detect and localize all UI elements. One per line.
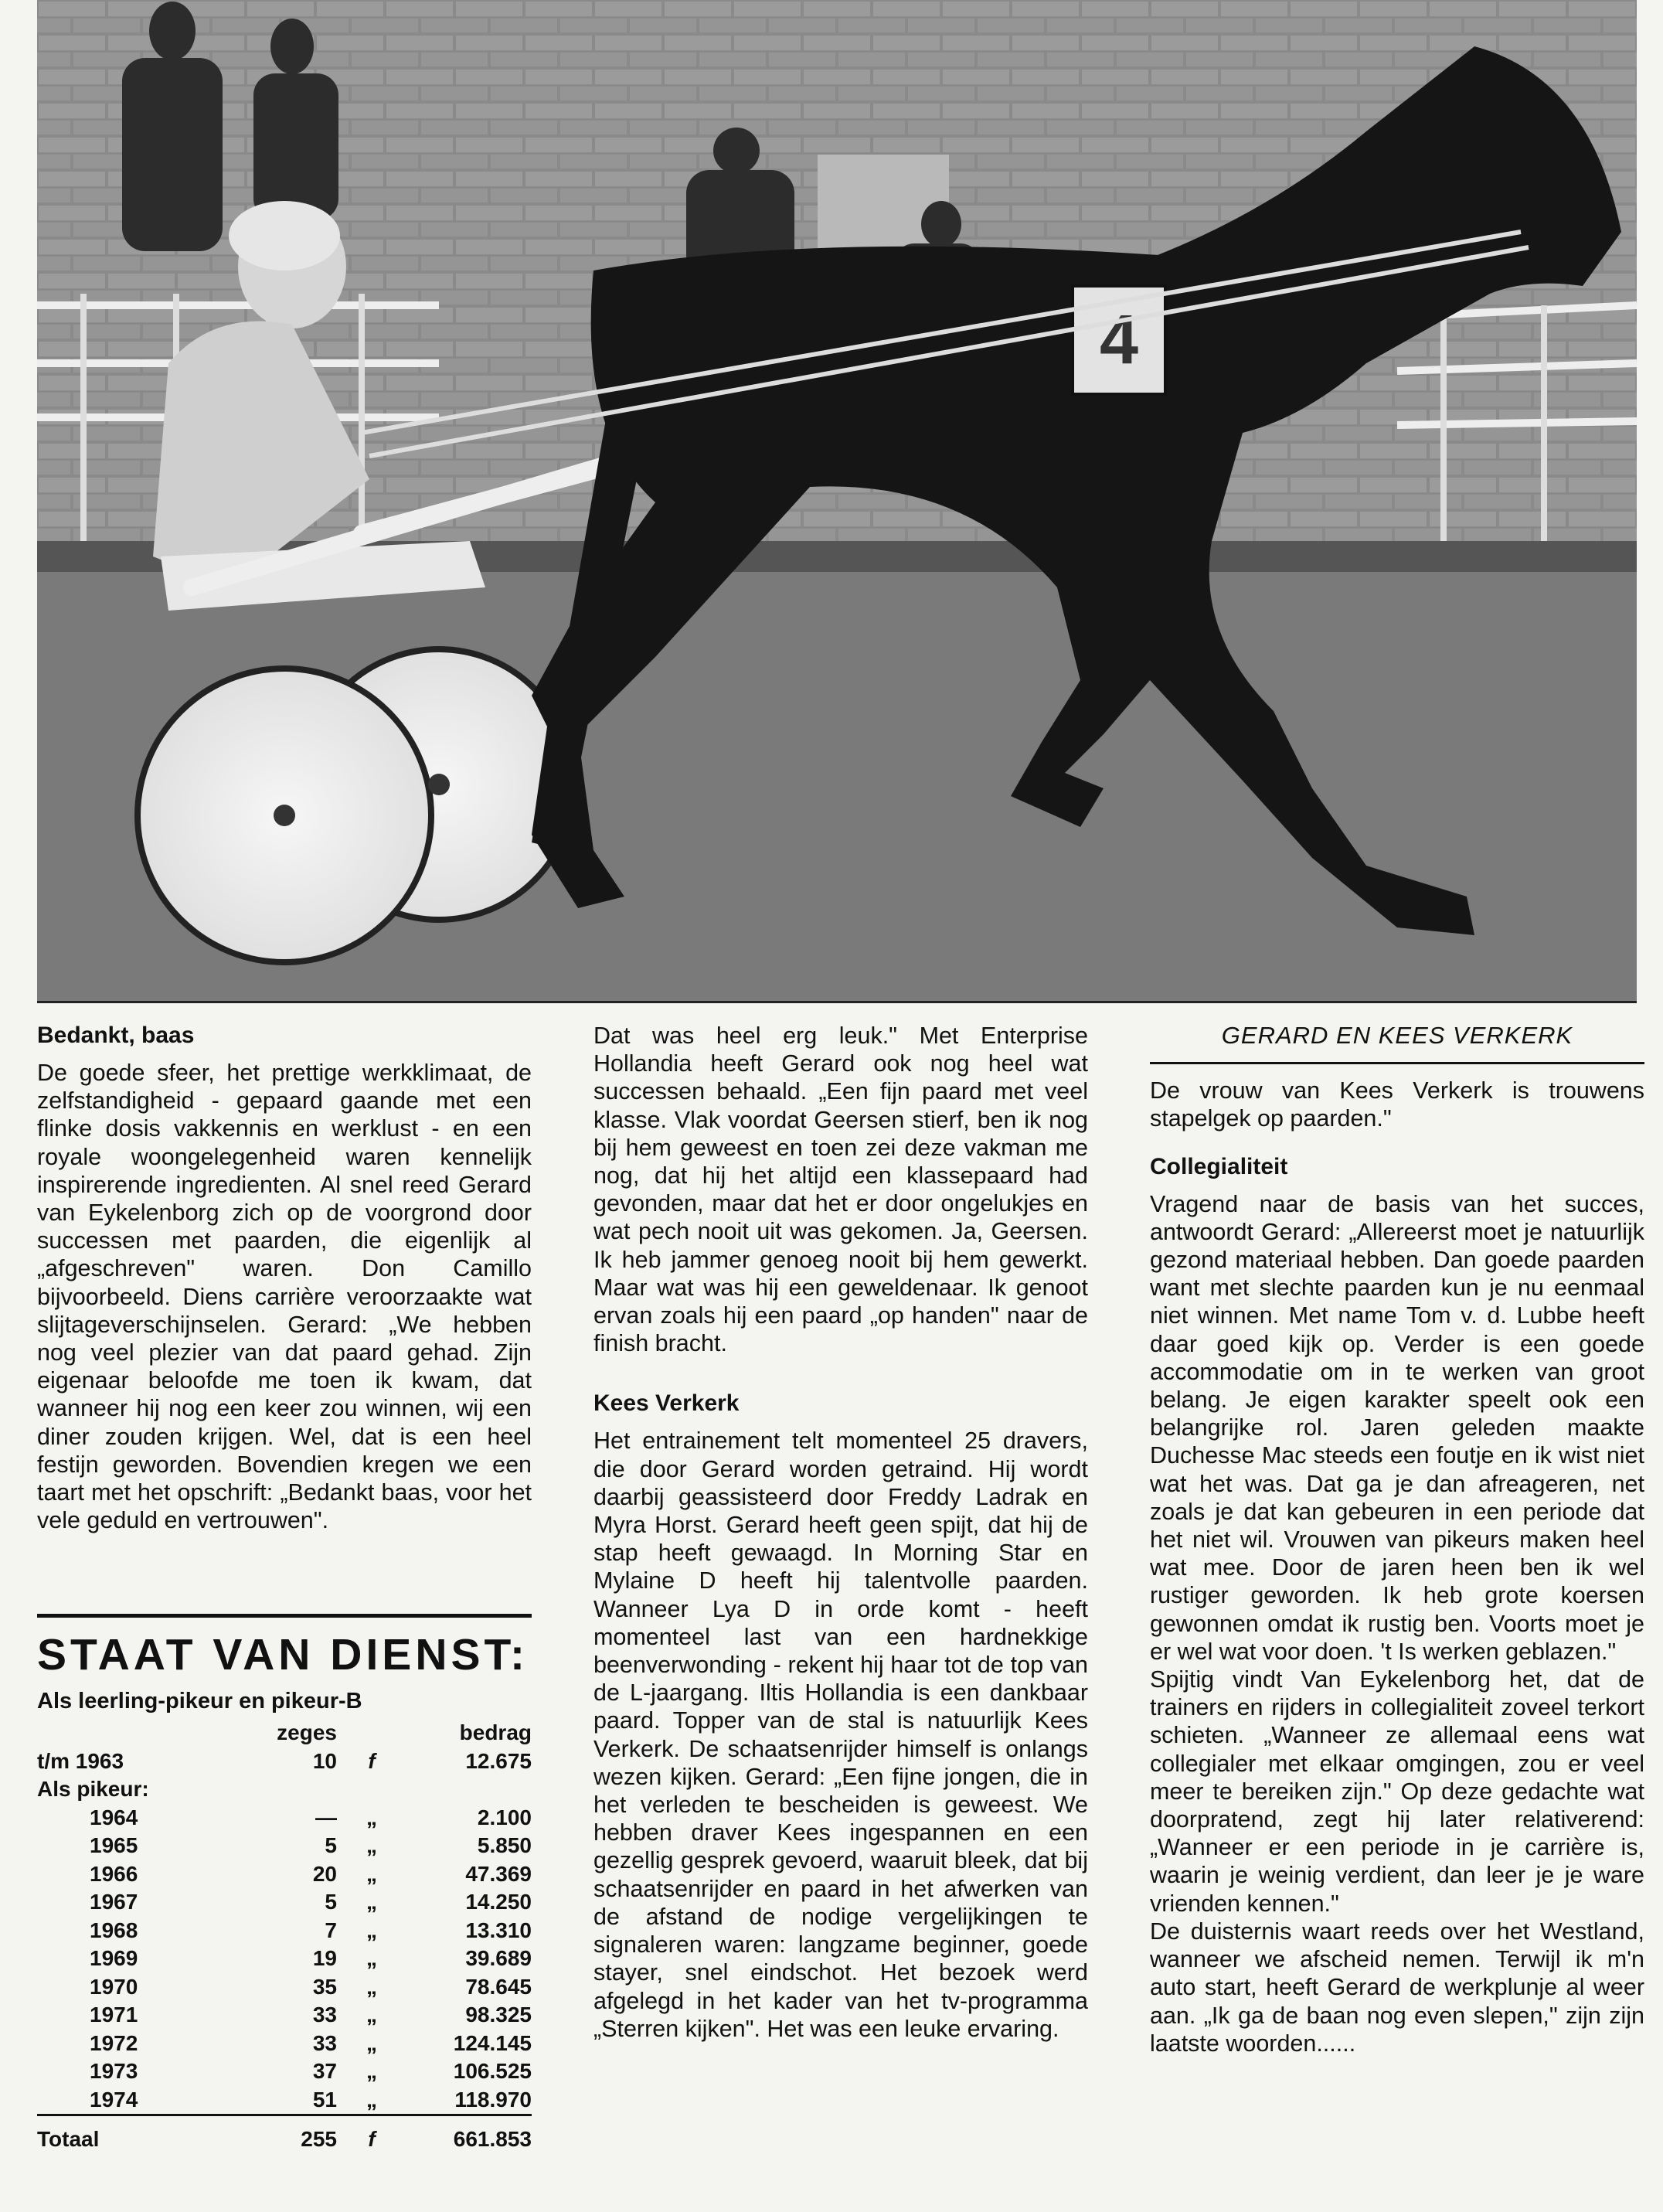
column-2 (593, 1022, 1088, 2043)
column-3 (1150, 1022, 1644, 2057)
paragraph-duisternis: De duisternis waart reeds over het Westland, wanneer we afscheid nemen. Terwijl ik m'n auto start, heeft Gerard de werkplunje al weer aan. „Ik ga de baan nog even slepen," zijn zijn laatste woorden...... (1150, 1918, 1644, 2057)
row-ditto-mark: „ (366, 1974, 377, 1999)
row-ditto-mark: „ (366, 2059, 377, 2084)
photo-harness-racing (37, 0, 1637, 1003)
heading-collegialiteit: Collegialiteit (1150, 1153, 1288, 1179)
row-zeges: 19 (312, 1946, 337, 1971)
row-year: 1967 (90, 1890, 138, 1914)
row-bedrag: 39.689 (465, 1946, 532, 1971)
row-bedrag: 2.100 (477, 1805, 532, 1829)
row-ditto-mark: „ (366, 1861, 377, 1886)
row-year: 1966 (90, 1861, 138, 1886)
row-bedrag: 12.675 (465, 1748, 532, 1773)
photo-illustration (37, 0, 1637, 1001)
staat-header-row (37, 1719, 532, 1747)
row-zeges: 7 (325, 1918, 337, 1942)
row-zeges: 5 (325, 1833, 337, 1858)
row-bedrag: 124.145 (453, 2030, 532, 2055)
row-bedrag: 118.970 (454, 2087, 532, 2112)
row-zeges: — (315, 1805, 337, 1829)
staat-row-tm-1963 (37, 1747, 532, 1776)
row-zeges: 10 (312, 1748, 337, 1773)
row-zeges: 33 (312, 2003, 337, 2027)
row-ditto-mark: „ (366, 1833, 377, 1858)
staat-row (37, 2057, 532, 2086)
row-bedrag: 5.850 (477, 1833, 532, 1858)
row-ditto-mark: „ (366, 1946, 377, 1971)
row-bedrag: 78.645 (465, 1974, 532, 1999)
row-zeges: 20 (312, 1861, 337, 1886)
row-year: 1968 (90, 1918, 138, 1942)
row-ditto-mark: „ (366, 2030, 377, 2055)
row-zeges: 37 (312, 2059, 337, 2084)
row-year: 1970 (90, 1974, 138, 1999)
staat-subtitle-pikeur-row (37, 1775, 532, 1804)
staat-table (37, 1719, 532, 2155)
column-1 (37, 1022, 532, 1534)
row-bedrag: 13.310 (465, 1918, 532, 1942)
paragraph-kees-verkerk: Het entrainement telt momenteel 25 dravers, die door Gerard worden getraind. Hij wordt daarbij geassisteerd door Freddy Ladrak en Myra Horst. Gerard heeft geen spijt, dat hij de stap heeft gewaagd. In Morning Star en Mylaine D heeft hij talentvolle paarden. Wanneer Lya D in orde komt - heeft momenteel last van een hardnekkige beenverwonding - rekent hij haar tot de top van de L-jaargang. Iltis Hollandia is een dankbaar paard. Topper van de stal is natuurlijk Kees Verkerk. De schaatsenrijder himself is onlangs wezen kijken. Gerard: „Een fijne jongen, die in het verleden te bescheiden is geweest. We hebben draver Kees ingespannen en een gezellig gesprek gevoerd, waaruit bleek, dat bij schaatsenrijder en paard in het afwerken van de afstand de nodige vergelijkingen te signaleren waren: langzame beginner, goede stayer, snel eindschot. Het bezoek werd afgelegd in het kader van het tv-programma „Sterren kijken". Het was een leuke ervaring. (593, 1428, 1088, 2042)
row-ditto-mark: „ (366, 1918, 377, 1942)
row-year: 1971 (90, 2003, 138, 2027)
total-zeges: 255 (221, 2115, 337, 2156)
header-zeges: zeges (277, 1720, 337, 1745)
row-ditto-mark: „ (366, 1890, 377, 1914)
paragraph-enterprise-hollandia: Dat was heel erg leuk." Met Enterprise Hollandia heeft Gerard ook nog heel wat successen behaald. „Een fijn paard met veel klasse. Vlak voordat Geersen stierf, ben ik nog bij hem geweest en toen zei deze vakman me nog, dat hij het altijd een klassepaard had gevonden, maar dat het er door ongelukjes en wat pech nooit uit was gekomen. Ja, Geersen. Ik heb jammer genoeg nooit bij hem gewerkt. Maar wat was hij een geweldenaar. Ik genoot ervan zoals hij een paard „op handen" naar de finish bracht. (593, 1023, 1088, 1357)
paragraph-basis-succes: Vragend naar de basis van het succes, antwoordt Gerard: „Allereerst moet je natuurlijk gezond materiaal hebben. Dan goede paarden want met slechte paarden kun je nu eenmaal niet winnen. Met name Tom v. d. Lubbe heeft daar goed kijk op. Verder is een goede accommodatie om in te werken van groot belang. Je eigen karakter speelt ook een belangrijke rol. Jaren geleden maakte Duchesse Mac steeds een foutje en ik wist niet wat het was. Dat ga je dan afreageren, net zoals je dat kan gebeuren in een periode dat het niet wil. Vrouwen van pikeurs maken heel wat mee. Door de jaren heen ben ik wel rustiger geworden. Ik heb grote koersen gewonnen omdat ik rustig ben. Voorts moet je er wel wat voor doen. 't Is werken geblazen." (1150, 1190, 1644, 1665)
row-zeges: 5 (325, 1890, 337, 1914)
row-year: 1972 (90, 2030, 138, 2055)
total-bedrag: 661.853 (406, 2115, 532, 2156)
row-zeges: 51 (312, 2087, 337, 2112)
heading-kees-verkerk: Kees Verkerk (593, 1390, 740, 1417)
paragraph-bedankt-baas: De goede sfeer, het prettige werkklimaat, de zelfstandigheid - gepaard gaande met een flinke dosis vakkennis en werklust - en een royale woongelegenheid waren kennelijk inspirerende ingredienten. Al snel reed Gerard van Eykelenborg zich op de voorgrond door successen met paarden, die eigenlijk al „afgeschreven" waren. Don Camillo bijvoorbeeld. Diens carrière veroorzaakte wat slijtageverschijnselen. Gerard: „We hebben nog veel plezier van dat paard gehad. Zijn eigenaar beloofde me toen ik kwam, dat wanneer hij nog een keer zou winnen, wij een diner zouden krijgen. Wel, dat is een heel festijn geworden. Bovendien kregen we een taart met het opschrift: „Bedankt baas, voor het vele geduld en vertrouwen". (37, 1060, 532, 1534)
staat-row (37, 1973, 532, 2002)
staat-van-dienst-box (37, 1614, 532, 2155)
staat-row (37, 1860, 532, 1889)
heading-bedankt-baas: Bedankt, baas (37, 1023, 195, 1048)
staat-row (37, 1945, 532, 1973)
total-florin-sign: f (337, 2115, 406, 2156)
row-year: 1964 (90, 1805, 138, 1829)
staat-row (37, 1832, 532, 1860)
staat-subtitle-pikeur: Als pikeur: (37, 1777, 149, 1802)
saddle-number: 4 (1099, 301, 1139, 379)
row-zeges: 33 (312, 2030, 337, 2055)
staat-row (37, 2001, 532, 2030)
row-year: 1974 (90, 2087, 138, 2112)
staat-total-row (37, 2115, 532, 2156)
row-bedrag: 14.250 (465, 1890, 532, 1914)
staat-row (37, 2086, 532, 2115)
row-year: 1965 (90, 1833, 138, 1858)
total-label: Totaal (37, 2115, 221, 2156)
row-year: 1973 (90, 2059, 138, 2084)
row-florin-sign: f (368, 1748, 376, 1773)
row-year: 1969 (90, 1946, 138, 1971)
row-ditto-mark: „ (366, 2003, 377, 2027)
header-blank-2 (337, 1719, 406, 1747)
row-zeges: 35 (312, 1974, 337, 1999)
staat-subtitle-leerling: Als leerling-pikeur en pikeur-B (37, 1689, 362, 1713)
staat-title: STAAT VAN DIENST: (37, 1630, 529, 1679)
row-year: t/m 1963 (37, 1748, 124, 1773)
row-ditto-mark: „ (366, 2087, 377, 2112)
paragraph-spijtig: Spijtig vindt Van Eykelenborg het, dat de trainers en rijders in collegialiteit zoveel terkort schieten. „Wanneer ze allemaal eens wat collegialer met elkaar omgingen, zou er veel meer te bereiken zijn." Op deze gedachte wat doorpratend, zegt hij later relativerend: „Wanneer er een periode in je carrière is, waarin je weinig verdient, dan leer je je ware vrienden kennen." (1150, 1666, 1644, 1917)
staat-row (37, 1888, 532, 1917)
header-blank (37, 1719, 221, 1747)
row-bedrag: 98.325 (465, 2003, 532, 2027)
row-bedrag: 47.369 (465, 1861, 532, 1886)
staat-row (37, 1917, 532, 1945)
row-bedrag: 106.525 (453, 2059, 532, 2084)
header-bedrag: bedrag (459, 1720, 532, 1745)
row-ditto-mark: „ (366, 1805, 377, 1829)
paragraph-vrouw: De vrouw van Kees Verkerk is trouwens stapelgek op paarden." (1150, 1077, 1644, 1132)
staat-row (37, 1804, 532, 1833)
photo-caption: GERARD EN KEES VERKERK (1150, 1022, 1644, 1064)
staat-row (37, 2030, 532, 2058)
